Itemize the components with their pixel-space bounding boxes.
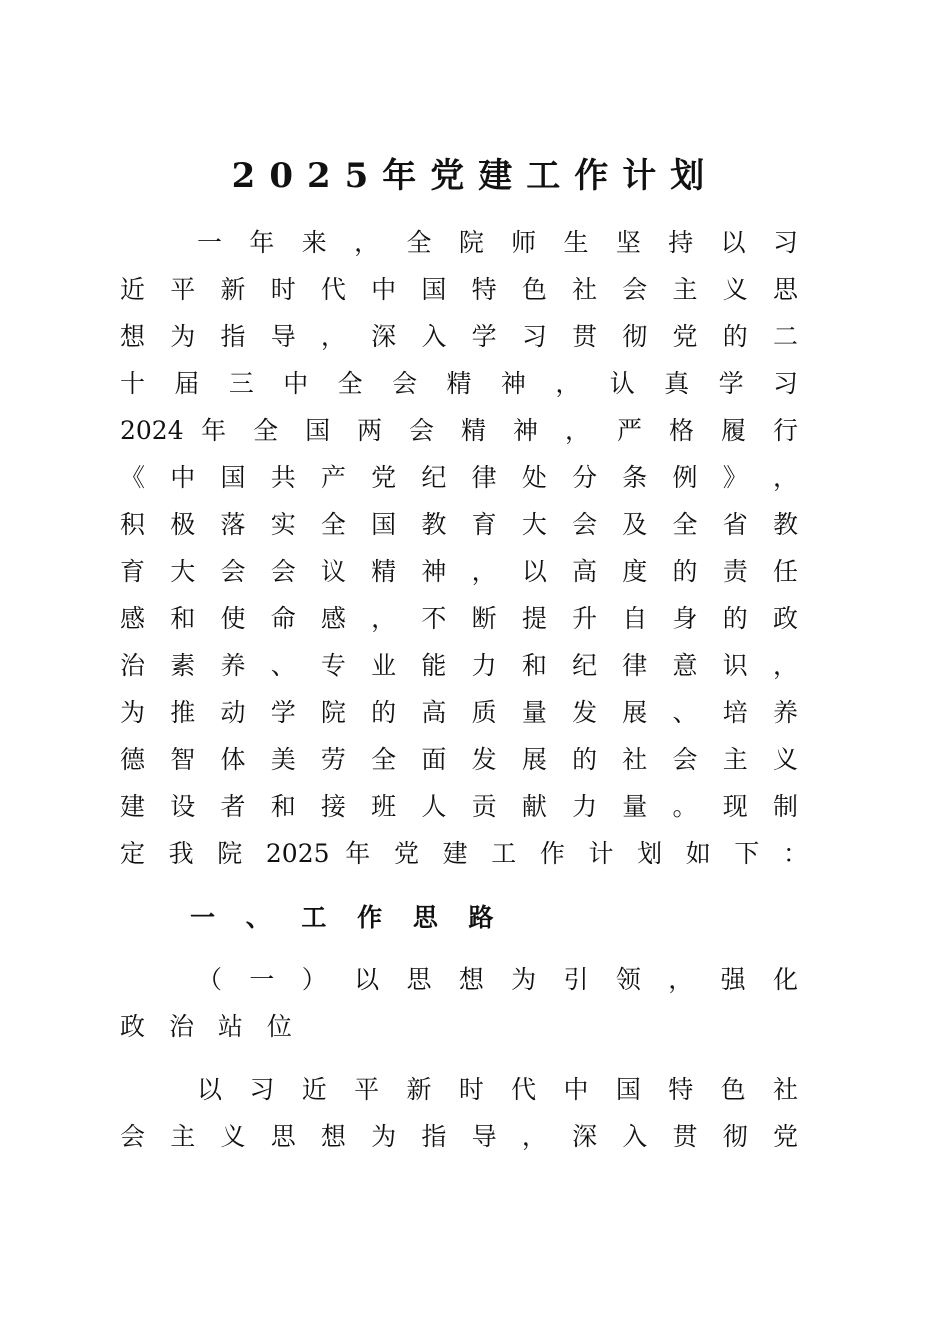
intro-line: 《 中 国 共 产 党 纪 律 处 分 条 例 》 ， [120, 463, 798, 492]
intro-line: 想 为 指 导 ， 深 入 学 习 贯 彻 党 的 二 [120, 322, 798, 351]
intro-line: 十 届 三 中 全 会 精 神 ， 认 真 学 习 [120, 369, 798, 398]
intro-line: 治 素 养 、 专 业 能 力 和 纪 律 意 识 ， [120, 651, 798, 680]
intro-line: 育 大 会 会 议 精 神 ， 以 高 度 的 责 任 [120, 557, 798, 586]
subsection-heading-line: 政 治 站 位 [120, 1012, 300, 1041]
document-title: 2025年党建工作计划 [231, 156, 719, 196]
intro-line: 定 我 院 2025 年 党 建 工 作 计 划 如 下 ： [120, 839, 808, 868]
intro-line: 2024 年 全 国 两 会 精 神 ， 严 格 履 行 [120, 416, 798, 445]
subsection-heading-line: （ 一 ） 以 思 想 为 引 领 ， 强 化 [197, 965, 798, 994]
intro-line: 感 和 使 命 感 ， 不 断 提 升 自 身 的 政 [120, 604, 798, 633]
body-line: 会 主 义 思 想 为 指 导 ， 深 入 贯 彻 党 [120, 1122, 798, 1151]
intro-line: 建 设 者 和 接 班 人 贡 献 力 量 。 现 制 [120, 792, 798, 821]
intro-line: 一 年 来 ， 全 院 师 生 坚 持 以 习 [197, 228, 798, 257]
body-line: 以 习 近 平 新 时 代 中 国 特 色 社 [197, 1075, 798, 1104]
intro-line: 德 智 体 美 劳 全 面 发 展 的 社 会 主 义 [120, 745, 798, 774]
section-heading: 一 、 工 作 思 路 [190, 903, 496, 932]
intro-line: 积 极 落 实 全 国 教 育 大 会 及 全 省 教 [120, 510, 798, 539]
intro-line: 近 平 新 时 代 中 国 特 色 社 会 主 义 思 [120, 275, 798, 304]
intro-line: 为 推 动 学 院 的 高 质 量 发 展 、 培 养 [120, 698, 798, 727]
